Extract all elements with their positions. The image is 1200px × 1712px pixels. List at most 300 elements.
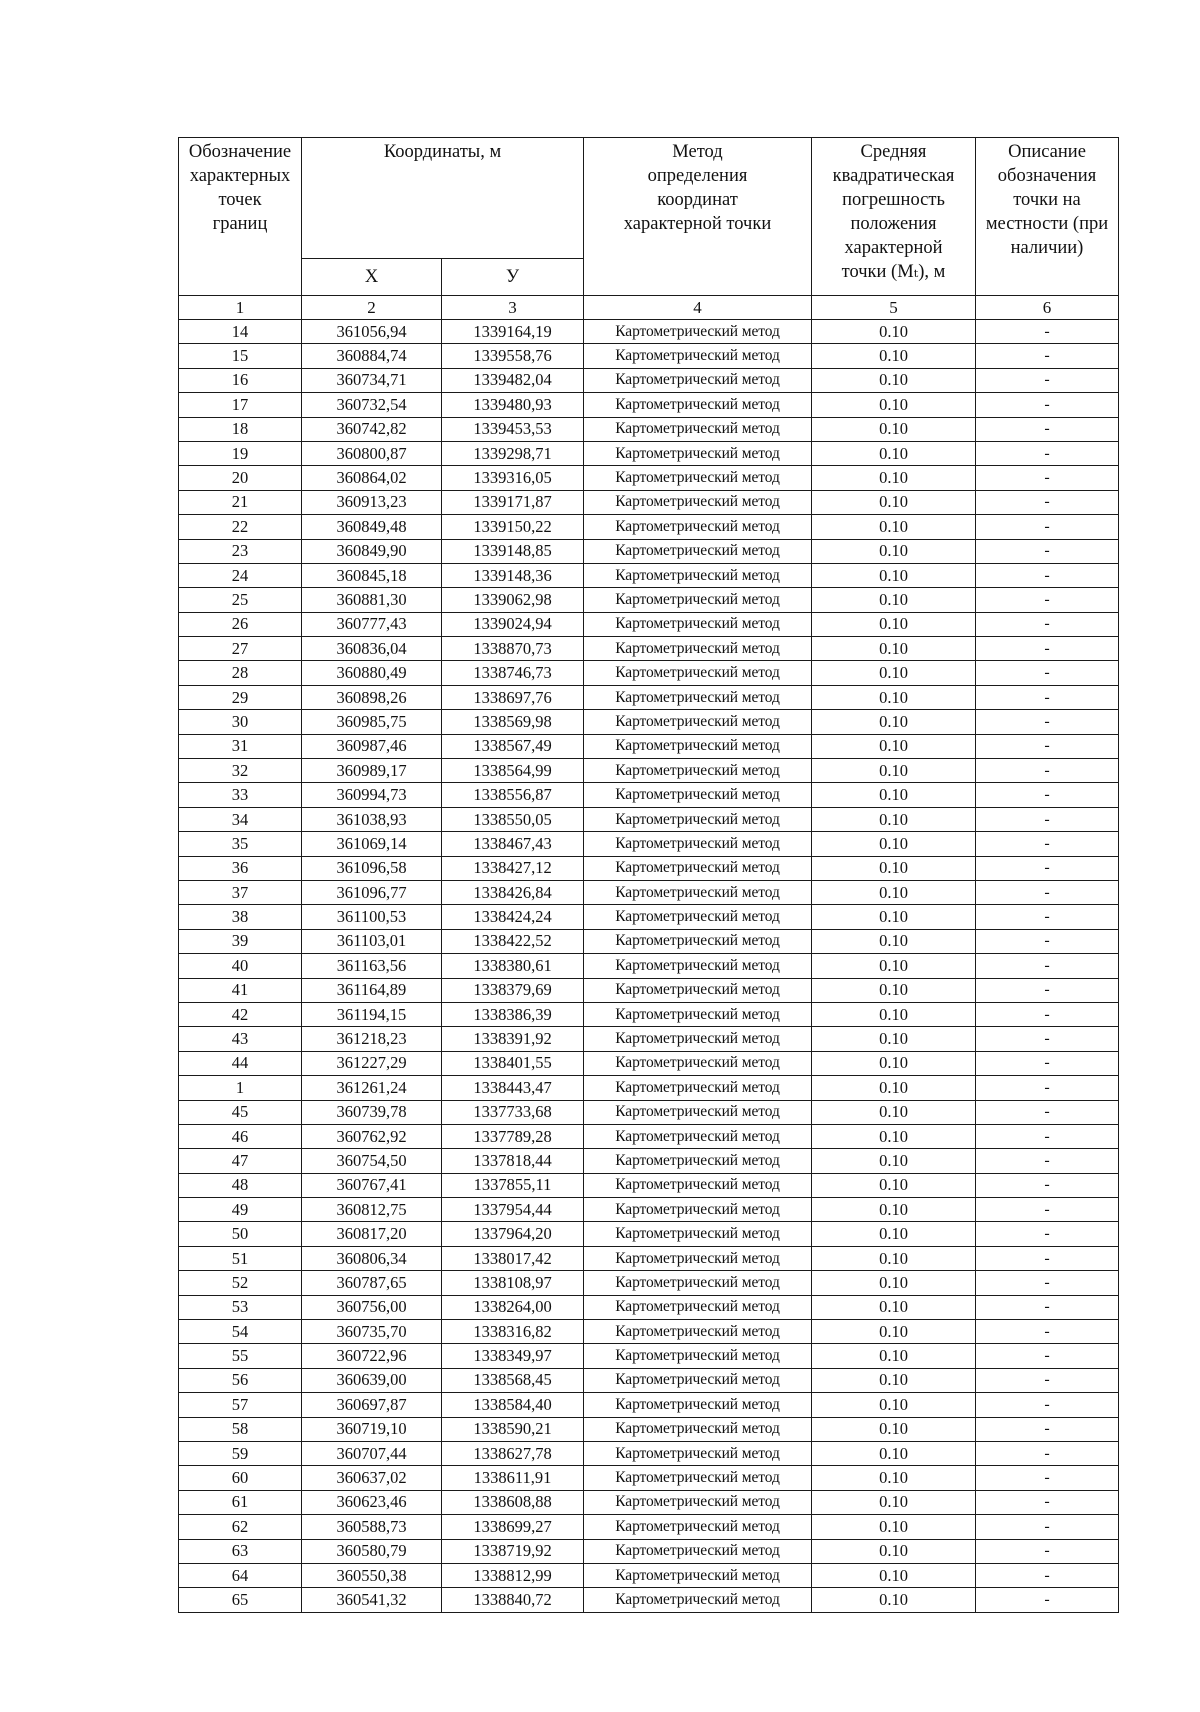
error-cell: 0.10 <box>812 1588 976 1612</box>
x-cell: 360580,79 <box>302 1539 442 1563</box>
point-cell: 25 <box>179 588 302 612</box>
point-cell: 20 <box>179 466 302 490</box>
description-cell: - <box>976 1076 1119 1100</box>
y-cell: 1338627,78 <box>442 1441 584 1465</box>
table-row <box>179 1051 1119 1075</box>
y-cell: 1338569,98 <box>442 710 584 734</box>
y-cell: 1338424,24 <box>442 905 584 929</box>
description-cell: - <box>976 661 1119 685</box>
y-cell: 1338567,49 <box>442 734 584 758</box>
y-cell: 1338391,92 <box>442 1027 584 1051</box>
method-cell: Картометрический метод <box>584 783 812 807</box>
table-body <box>179 320 1119 1613</box>
x-cell: 360541,32 <box>302 1588 442 1612</box>
table-row <box>179 1222 1119 1246</box>
description-cell: - <box>976 807 1119 831</box>
table-row <box>179 905 1119 929</box>
error-cell: 0.10 <box>812 1539 976 1563</box>
table-row <box>179 1246 1119 1270</box>
error-cell: 0.10 <box>812 539 976 563</box>
description-cell: - <box>976 685 1119 709</box>
y-cell: 1338611,91 <box>442 1466 584 1490</box>
method-cell: Картометрический метод <box>584 734 812 758</box>
description-cell: - <box>976 1588 1119 1612</box>
table-row <box>179 563 1119 587</box>
table-row <box>179 1344 1119 1368</box>
point-cell: 65 <box>179 1588 302 1612</box>
y-cell: 1338697,76 <box>442 685 584 709</box>
error-cell: 0.10 <box>812 1441 976 1465</box>
y-cell: 1339558,76 <box>442 344 584 368</box>
method-cell: Картометрический метод <box>584 1173 812 1197</box>
error-cell: 0.10 <box>812 807 976 831</box>
error-cell: 0.10 <box>812 783 976 807</box>
method-cell: Картометрический метод <box>584 466 812 490</box>
method-cell: Картометрический метод <box>584 759 812 783</box>
error-cell: 0.10 <box>812 685 976 709</box>
x-cell: 361218,23 <box>302 1027 442 1051</box>
point-cell: 32 <box>179 759 302 783</box>
y-cell: 1338584,40 <box>442 1393 584 1417</box>
point-cell: 49 <box>179 1198 302 1222</box>
table-row <box>179 1490 1119 1514</box>
header-line: квадратическая <box>832 166 955 186</box>
x-cell: 361227,29 <box>302 1051 442 1075</box>
table-row <box>179 320 1119 344</box>
y-cell: 1338380,61 <box>442 954 584 978</box>
method-cell: Картометрический метод <box>584 393 812 417</box>
method-cell: Картометрический метод <box>584 539 812 563</box>
description-cell: - <box>976 1563 1119 1587</box>
error-cell: 0.10 <box>812 661 976 685</box>
error-cell: 0.10 <box>812 1124 976 1148</box>
error-cell: 0.10 <box>812 344 976 368</box>
x-cell: 360898,26 <box>302 685 442 709</box>
header-description <box>976 138 1119 296</box>
header-method <box>584 138 812 296</box>
description-cell: - <box>976 1271 1119 1295</box>
point-cell: 29 <box>179 685 302 709</box>
header-line: точек <box>218 190 262 210</box>
description-cell: - <box>976 832 1119 856</box>
x-cell: 360864,02 <box>302 466 442 490</box>
point-cell: 57 <box>179 1393 302 1417</box>
method-cell: Картометрический метод <box>584 1515 812 1539</box>
method-cell: Картометрический метод <box>584 978 812 1002</box>
table-row <box>179 612 1119 636</box>
x-cell: 360849,90 <box>302 539 442 563</box>
y-cell: 1338812,99 <box>442 1563 584 1587</box>
table-row <box>179 880 1119 904</box>
method-cell: Картометрический метод <box>584 1417 812 1441</box>
error-cell: 0.10 <box>812 832 976 856</box>
description-cell: - <box>976 905 1119 929</box>
description-cell: - <box>976 441 1119 465</box>
x-cell: 360812,75 <box>302 1198 442 1222</box>
y-cell: 1338017,42 <box>442 1246 584 1270</box>
y-cell: 1339298,71 <box>442 441 584 465</box>
x-cell: 361100,53 <box>302 905 442 929</box>
y-cell: 1337954,44 <box>442 1198 584 1222</box>
error-cell: 0.10 <box>812 1320 976 1344</box>
point-cell: 31 <box>179 734 302 758</box>
description-cell: - <box>976 1417 1119 1441</box>
column-number: 2 <box>302 296 442 320</box>
table-row <box>179 1149 1119 1173</box>
point-cell: 53 <box>179 1295 302 1319</box>
point-cell: 37 <box>179 880 302 904</box>
column-number-row <box>179 296 1119 320</box>
x-cell: 360767,41 <box>302 1173 442 1197</box>
header-line: местности (при <box>985 214 1109 234</box>
x-cell: 360880,49 <box>302 661 442 685</box>
header-line: погрешность <box>842 190 945 210</box>
point-cell: 62 <box>179 1515 302 1539</box>
description-cell: - <box>976 734 1119 758</box>
table-row <box>179 734 1119 758</box>
y-cell: 1339171,87 <box>442 490 584 514</box>
description-cell: - <box>976 1051 1119 1075</box>
description-cell: - <box>976 929 1119 953</box>
point-cell: 45 <box>179 1100 302 1124</box>
table-row <box>179 1466 1119 1490</box>
error-cell: 0.10 <box>812 1466 976 1490</box>
x-cell: 361096,77 <box>302 880 442 904</box>
table-row <box>179 1539 1119 1563</box>
method-cell: Картометрический метод <box>584 905 812 929</box>
x-cell: 360913,23 <box>302 490 442 514</box>
point-cell: 18 <box>179 417 302 441</box>
x-cell: 361056,94 <box>302 320 442 344</box>
table-row <box>179 685 1119 709</box>
x-cell: 360987,46 <box>302 734 442 758</box>
method-cell: Картометрический метод <box>584 515 812 539</box>
column-number: 3 <box>442 296 584 320</box>
x-cell: 360623,46 <box>302 1490 442 1514</box>
table-row <box>179 637 1119 661</box>
column-number: 5 <box>812 296 976 320</box>
error-cell: 0.10 <box>812 393 976 417</box>
x-cell: 360985,75 <box>302 710 442 734</box>
error-cell: 0.10 <box>812 1368 976 1392</box>
description-cell: - <box>976 417 1119 441</box>
point-cell: 54 <box>179 1320 302 1344</box>
error-cell: 0.10 <box>812 466 976 490</box>
point-cell: 42 <box>179 1002 302 1026</box>
method-cell: Картометрический метод <box>584 1198 812 1222</box>
header-x: X <box>302 259 442 296</box>
header-line: характерной <box>844 238 943 258</box>
y-cell: 1338264,00 <box>442 1295 584 1319</box>
header-point-designation <box>179 138 302 296</box>
description-cell: - <box>976 880 1119 904</box>
y-cell: 1338699,27 <box>442 1515 584 1539</box>
table-row <box>179 1417 1119 1441</box>
error-cell: 0.10 <box>812 637 976 661</box>
error-cell: 0.10 <box>812 490 976 514</box>
error-cell: 0.10 <box>812 612 976 636</box>
header-line: Описание <box>1008 142 1086 162</box>
x-cell: 360739,78 <box>302 1100 442 1124</box>
header-line: границ <box>212 214 268 234</box>
description-cell: - <box>976 1124 1119 1148</box>
header-line: обозначения <box>997 166 1097 186</box>
y-cell: 1338427,12 <box>442 856 584 880</box>
error-cell: 0.10 <box>812 1246 976 1270</box>
method-cell: Картометрический метод <box>584 685 812 709</box>
table-row <box>179 344 1119 368</box>
description-cell: - <box>976 1198 1119 1222</box>
y-cell: 1339062,98 <box>442 588 584 612</box>
point-cell: 51 <box>179 1246 302 1270</box>
x-cell: 361069,14 <box>302 832 442 856</box>
point-cell: 1 <box>179 1076 302 1100</box>
point-cell: 17 <box>179 393 302 417</box>
point-cell: 28 <box>179 661 302 685</box>
description-cell: - <box>976 783 1119 807</box>
table-row <box>179 1100 1119 1124</box>
description-cell: - <box>976 1246 1119 1270</box>
y-cell: 1339316,05 <box>442 466 584 490</box>
point-cell: 44 <box>179 1051 302 1075</box>
point-cell: 58 <box>179 1417 302 1441</box>
description-cell: - <box>976 1368 1119 1392</box>
description-cell: - <box>976 1222 1119 1246</box>
y-cell: 1339482,04 <box>442 368 584 392</box>
point-cell: 56 <box>179 1368 302 1392</box>
error-cell: 0.10 <box>812 1051 976 1075</box>
y-cell: 1339024,94 <box>442 612 584 636</box>
error-cell: 0.10 <box>812 905 976 929</box>
table-row <box>179 929 1119 953</box>
x-cell: 360719,10 <box>302 1417 442 1441</box>
x-cell: 360845,18 <box>302 563 442 587</box>
method-cell: Картометрический метод <box>584 1320 812 1344</box>
description-cell: - <box>976 954 1119 978</box>
table-row <box>179 1271 1119 1295</box>
point-cell: 33 <box>179 783 302 807</box>
x-cell: 360849,48 <box>302 515 442 539</box>
method-cell: Картометрический метод <box>584 1002 812 1026</box>
x-cell: 360762,92 <box>302 1124 442 1148</box>
x-cell: 361163,56 <box>302 954 442 978</box>
header-line: положения <box>850 214 937 234</box>
description-cell: - <box>976 759 1119 783</box>
column-number: 1 <box>179 296 302 320</box>
point-cell: 55 <box>179 1344 302 1368</box>
x-cell: 360550,38 <box>302 1563 442 1587</box>
y-cell: 1338379,69 <box>442 978 584 1002</box>
table-row <box>179 1002 1119 1026</box>
table-row <box>179 710 1119 734</box>
error-cell: 0.10 <box>812 1076 976 1100</box>
x-cell: 360722,96 <box>302 1344 442 1368</box>
method-cell: Картометрический метод <box>584 490 812 514</box>
point-cell: 22 <box>179 515 302 539</box>
header-line: точки (Mₜ), м <box>841 262 946 282</box>
error-cell: 0.10 <box>812 320 976 344</box>
y-cell: 1337789,28 <box>442 1124 584 1148</box>
y-cell: 1338590,21 <box>442 1417 584 1441</box>
error-cell: 0.10 <box>812 1393 976 1417</box>
table-row <box>179 832 1119 856</box>
error-cell: 0.10 <box>812 1198 976 1222</box>
point-cell: 36 <box>179 856 302 880</box>
table-row <box>179 441 1119 465</box>
header-y: У <box>442 259 584 296</box>
description-cell: - <box>976 1173 1119 1197</box>
method-cell: Картометрический метод <box>584 1295 812 1319</box>
method-cell: Картометрический метод <box>584 1076 812 1100</box>
y-cell: 1338386,39 <box>442 1002 584 1026</box>
x-cell: 360777,43 <box>302 612 442 636</box>
error-cell: 0.10 <box>812 1295 976 1319</box>
error-cell: 0.10 <box>812 588 976 612</box>
description-cell: - <box>976 1515 1119 1539</box>
table-row <box>179 1393 1119 1417</box>
x-cell: 360994,73 <box>302 783 442 807</box>
description-cell: - <box>976 1539 1119 1563</box>
point-cell: 39 <box>179 929 302 953</box>
error-cell: 0.10 <box>812 1100 976 1124</box>
error-cell: 0.10 <box>812 1149 976 1173</box>
x-cell: 360836,04 <box>302 637 442 661</box>
description-cell: - <box>976 563 1119 587</box>
y-cell: 1338443,47 <box>442 1076 584 1100</box>
point-cell: 16 <box>179 368 302 392</box>
x-cell: 360707,44 <box>302 1441 442 1465</box>
y-cell: 1338608,88 <box>442 1490 584 1514</box>
table-row <box>179 783 1119 807</box>
table-row <box>179 539 1119 563</box>
point-cell: 61 <box>179 1490 302 1514</box>
error-cell: 0.10 <box>812 1563 976 1587</box>
description-cell: - <box>976 612 1119 636</box>
y-cell: 1338556,87 <box>442 783 584 807</box>
error-cell: 0.10 <box>812 759 976 783</box>
point-cell: 41 <box>179 978 302 1002</box>
description-cell: - <box>976 1002 1119 1026</box>
table-row <box>179 1076 1119 1100</box>
error-cell: 0.10 <box>812 734 976 758</box>
method-cell: Картометрический метод <box>584 1441 812 1465</box>
method-cell: Картометрический метод <box>584 637 812 661</box>
header-line: координат <box>657 190 738 210</box>
y-cell: 1338746,73 <box>442 661 584 685</box>
table-row <box>179 1368 1119 1392</box>
description-cell: - <box>976 856 1119 880</box>
column-number: 4 <box>584 296 812 320</box>
y-cell: 1339150,22 <box>442 515 584 539</box>
table-row <box>179 1295 1119 1319</box>
method-cell: Картометрический метод <box>584 1588 812 1612</box>
point-cell: 40 <box>179 954 302 978</box>
description-cell: - <box>976 1344 1119 1368</box>
x-cell: 361164,89 <box>302 978 442 1002</box>
y-cell: 1338840,72 <box>442 1588 584 1612</box>
method-cell: Картометрический метод <box>584 954 812 978</box>
x-cell: 361038,93 <box>302 807 442 831</box>
method-cell: Картометрический метод <box>584 1100 812 1124</box>
description-cell: - <box>976 1490 1119 1514</box>
x-cell: 360588,73 <box>302 1515 442 1539</box>
header-mean-square-error <box>812 138 976 296</box>
point-cell: 21 <box>179 490 302 514</box>
error-cell: 0.10 <box>812 1344 976 1368</box>
point-cell: 63 <box>179 1539 302 1563</box>
method-cell: Картометрический метод <box>584 344 812 368</box>
method-cell: Картометрический метод <box>584 612 812 636</box>
description-cell: - <box>976 1466 1119 1490</box>
point-cell: 19 <box>179 441 302 465</box>
column-number: 6 <box>976 296 1119 320</box>
table-row <box>179 417 1119 441</box>
x-cell: 360637,02 <box>302 1466 442 1490</box>
table-row <box>179 1320 1119 1344</box>
y-cell: 1338349,97 <box>442 1344 584 1368</box>
description-cell: - <box>976 1295 1119 1319</box>
coordinates-table <box>178 137 1119 1613</box>
header-line: Метод <box>672 142 723 162</box>
header-line: точки на <box>1013 190 1081 210</box>
method-cell: Картометрический метод <box>584 1051 812 1075</box>
x-cell: 361096,58 <box>302 856 442 880</box>
y-cell: 1337855,11 <box>442 1173 584 1197</box>
error-cell: 0.10 <box>812 710 976 734</box>
y-cell: 1338467,43 <box>442 832 584 856</box>
table-row <box>179 490 1119 514</box>
error-cell: 0.10 <box>812 1002 976 1026</box>
table-row <box>179 515 1119 539</box>
x-cell: 360734,71 <box>302 368 442 392</box>
y-cell: 1339164,19 <box>442 320 584 344</box>
method-cell: Картометрический метод <box>584 1124 812 1148</box>
error-cell: 0.10 <box>812 1222 976 1246</box>
table-row <box>179 978 1119 1002</box>
error-cell: 0.10 <box>812 1271 976 1295</box>
table-row <box>179 954 1119 978</box>
method-cell: Картометрический метод <box>584 563 812 587</box>
table-row <box>179 807 1119 831</box>
method-cell: Картометрический метод <box>584 1368 812 1392</box>
y-cell: 1339480,93 <box>442 393 584 417</box>
point-cell: 26 <box>179 612 302 636</box>
y-cell: 1338422,52 <box>442 929 584 953</box>
point-cell: 48 <box>179 1173 302 1197</box>
x-cell: 361103,01 <box>302 929 442 953</box>
y-cell: 1338870,73 <box>442 637 584 661</box>
error-cell: 0.10 <box>812 441 976 465</box>
table-row <box>179 1563 1119 1587</box>
point-cell: 60 <box>179 1466 302 1490</box>
method-cell: Картометрический метод <box>584 807 812 831</box>
x-cell: 360732,54 <box>302 393 442 417</box>
y-cell: 1337964,20 <box>442 1222 584 1246</box>
header-line: характерных <box>189 166 291 186</box>
method-cell: Картометрический метод <box>584 856 812 880</box>
error-cell: 0.10 <box>812 978 976 1002</box>
point-cell: 30 <box>179 710 302 734</box>
method-cell: Картометрический метод <box>584 1271 812 1295</box>
y-cell: 1338719,92 <box>442 1539 584 1563</box>
point-cell: 43 <box>179 1027 302 1051</box>
method-cell: Картометрический метод <box>584 880 812 904</box>
description-cell: - <box>976 344 1119 368</box>
table-row <box>179 661 1119 685</box>
error-cell: 0.10 <box>812 880 976 904</box>
description-cell: - <box>976 1027 1119 1051</box>
x-cell: 360881,30 <box>302 588 442 612</box>
